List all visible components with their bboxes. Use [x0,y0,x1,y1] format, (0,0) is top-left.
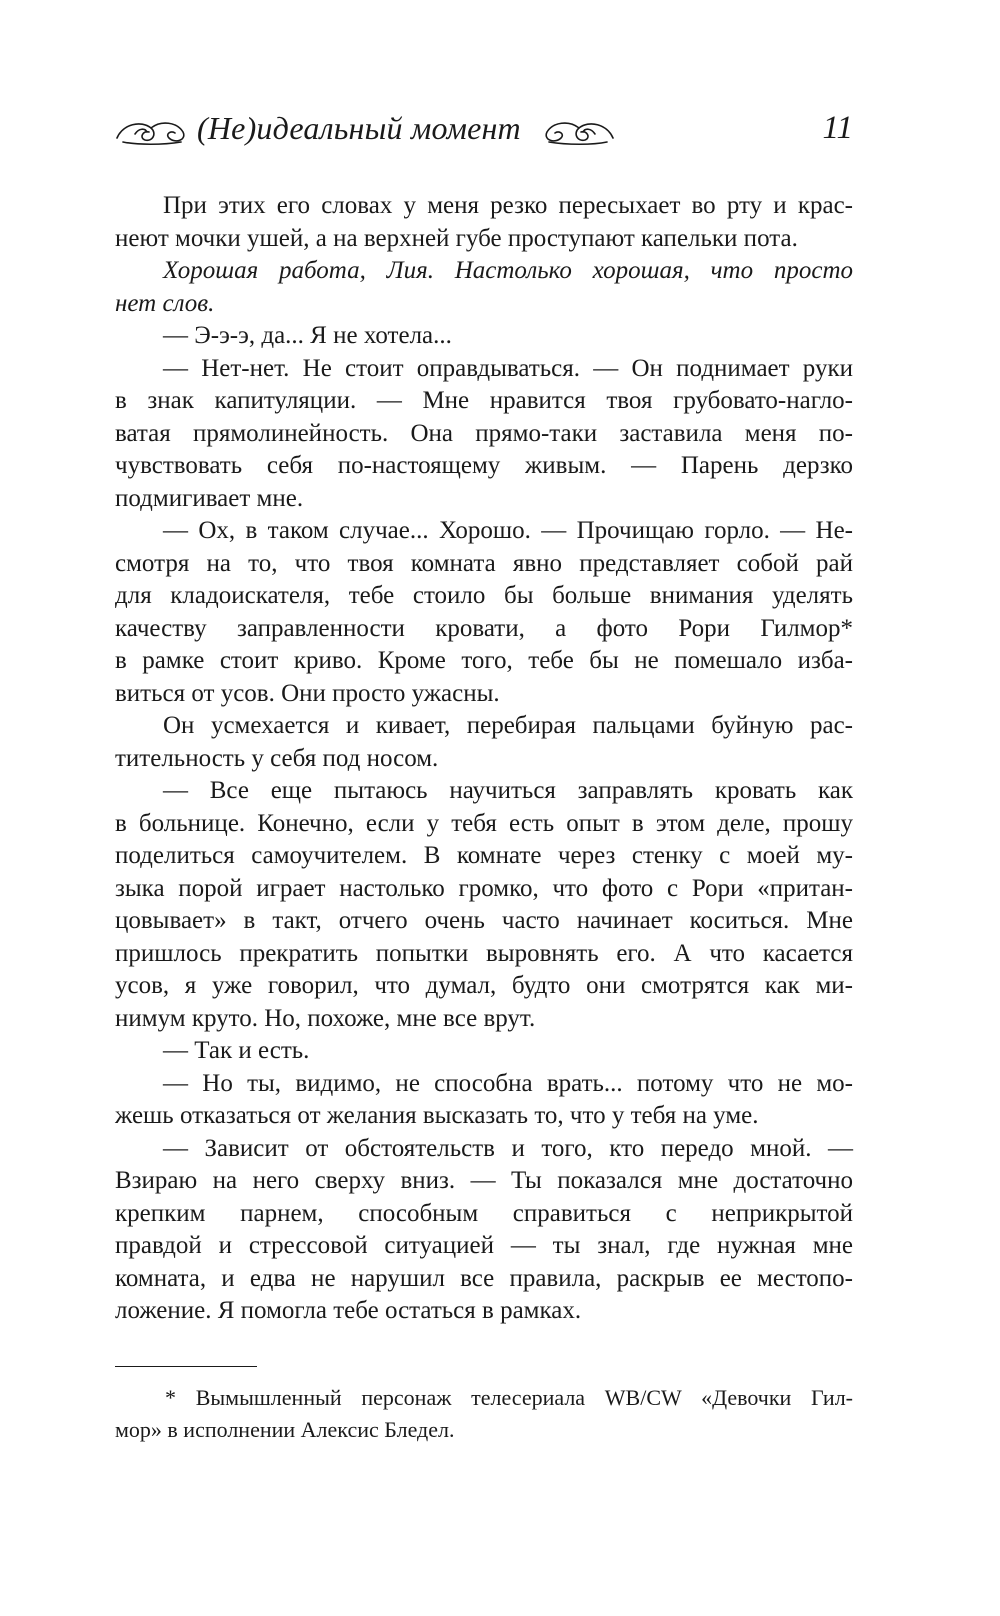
text-line: цовывает» в такт, отчего очень часто начинает коситься. Мне [115,907,853,934]
text-line: — Так и есть. [163,1037,310,1064]
text-line: — Ох, в таком случае... Хорошо. — Прочищаю горло. — Не- [163,517,853,544]
text-line: — Все еще пытаюсь научиться заправлять кровать как [163,777,853,804]
text-line: — Зависит от обстоятельств и того, кто передо мной. — [163,1134,853,1162]
text-line: жешь отказаться от желания высказать то, что у тебя на уме. [115,1102,759,1129]
body-text [115,190,853,1328]
text-line: виться от усов. Они просто ужасны. [115,679,500,707]
footnote [115,1382,853,1446]
text-line: в рамке стоит криво. Кроме того, тебе бы не помешало изба- [115,647,853,674]
text-line: ватая прямолинейность. Она прямо-таки заставила меня по- [115,419,853,447]
text-line: правдой и стрессовой ситуацией — ты знал, где нужная мне [115,1232,853,1259]
footnote-line: мор» в исполнении Алексис Бледел. [115,1417,455,1442]
running-title: (Не)идеальный момент [197,110,521,146]
text-line: неют мочки ушей, а на верхней губе проступают капельки пота. [115,224,798,252]
text-line: ложение. Я помогла тебе остаться в рамках. [115,1297,582,1324]
text-line: Хорошая работа, Лия. Настолько хорошая, что просто [163,257,853,284]
text-line: нимум круто. Но, похоже, мне все врут. [115,1004,536,1032]
text-line: зыка порой играет настолько громко, что фото с Рори «притан- [115,874,853,902]
text-line: смотря на то, что твоя комната явно представляет собой рай [115,549,853,577]
text-line: для кладоискателя, тебе стоило бы больше внимания уделять [115,582,853,609]
text-line: крепким парнем, способным справиться с неприкрытой [115,1199,853,1227]
running-header [115,100,853,160]
text-line: качеству заправленности кровати, а фото Рори Гилмор* [115,614,853,642]
text-line: комната, и едва не нарушил все правила, раскрыв ее местопо- [115,1264,853,1292]
footnote-line: * Вымышленный персонаж телесериала WB/CW «Девочки Гил- [165,1385,853,1410]
text-line: в больнице. Конечно, если у тебя есть опыт в этом деле, прошу [115,809,853,837]
text-line: в знак капитуляции. — Мне нравится твоя грубовато-нагло- [115,387,853,414]
text-line: Он усмехается и кивает, перебирая пальцами буйную рас- [163,712,853,739]
text-line: подмигивает мне. [115,484,304,512]
swirl-ornament-icon [115,114,185,146]
text-line: При этих его словах у меня резко пересыхает во рту и крас- [163,192,853,219]
page-number: 11 [822,110,853,146]
text-line: — Нет-нет. Не стоит оправдываться. — Он поднимает руки [163,354,853,382]
swirl-ornament-icon [543,114,615,146]
text-line: поделиться самоучителем. В комнате через стенку с моей му- [115,842,853,869]
text-line: чувствовать себя по-настоящему живым. — Парень дерзко [115,452,853,479]
text-line: тительность у себя под носом. [115,744,439,772]
text-line: усов, я уже говорил, что думал, будто они смотрятся как ми- [115,972,853,999]
text-line: пришлось прекратить попытки выровнять его. А что касается [115,939,853,967]
text-line: Взираю на него сверху вниз. — Ты показался мне достаточно [115,1167,853,1194]
text-line: — Э-э-э, да... Я не хотела... [163,322,452,349]
footnote-divider [115,1366,257,1367]
text-line: нет слов. [115,289,215,317]
text-line: — Но ты, видимо, не способна врать... потому что не мо- [163,1069,853,1097]
